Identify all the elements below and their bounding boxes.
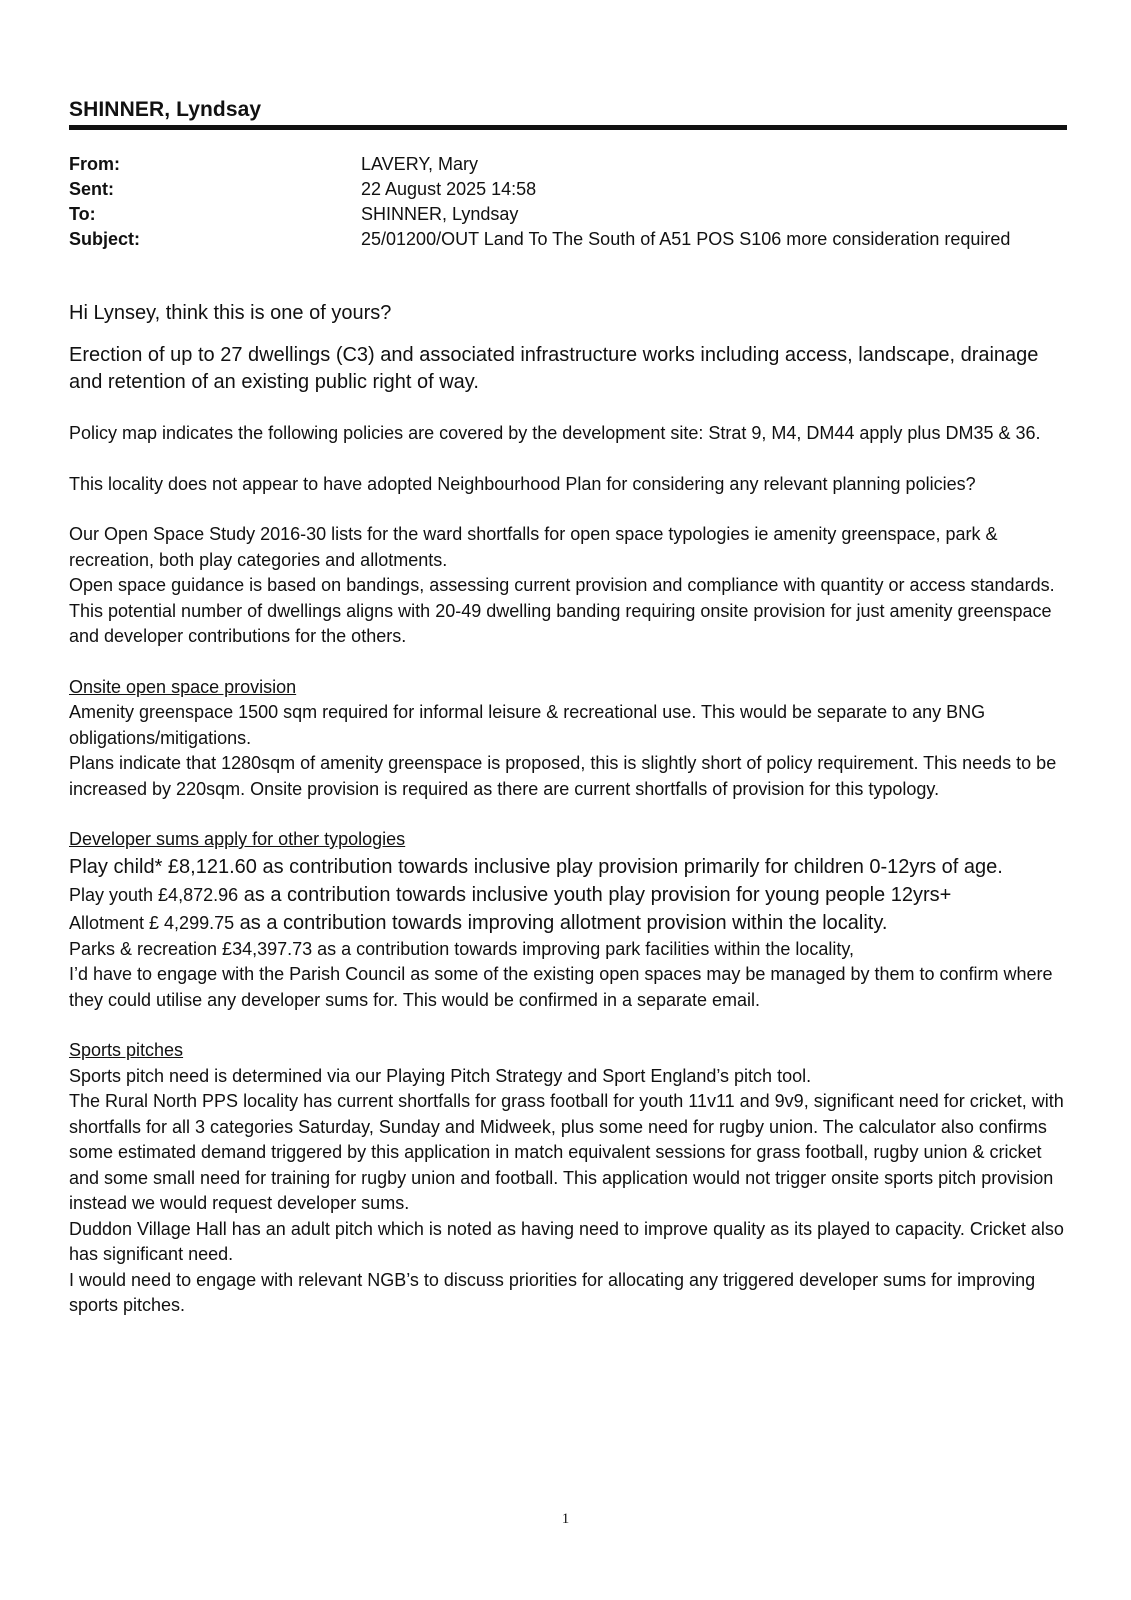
onsite-paragraph-2: Plans indicate that 1280sqm of amenity greenspace is proposed, this is slightly short of policy requirement. This needs to be increased by 220sqm. Onsite provision is required as there are current shortfalls of provision for this typology.: [69, 753, 1057, 799]
onsite-paragraph-1: Amenity greenspace 1500 sqm required for informal leisure & recreational use. This would be separate to any BNG obligations/mitigations.: [69, 702, 986, 748]
to-row: [69, 202, 1069, 227]
to-label: To:: [69, 204, 96, 224]
page-number: 1: [561, 1511, 570, 1527]
from-value: LAVERY, Mary: [361, 154, 479, 174]
open-space-study-paragraph: Our Open Space Study 2016-30 lists for the ward shortfalls for open space typologies ie amenity greenspace, park & recreation, both play categories and allotments.: [69, 524, 998, 570]
from-row: [69, 152, 1069, 177]
subject-row: [69, 227, 1069, 252]
email-body: [69, 300, 1069, 1319]
title-rule: [69, 125, 1067, 130]
document-title: SHINNER, Lyndsay: [69, 98, 262, 121]
sports-paragraph-1: Sports pitch need is determined via our Playing Pitch Strategy and Sport England’s pitch tool.: [69, 1065, 812, 1086]
play-youth-amount: Play youth £4,872.96: [69, 884, 239, 905]
parish-council-paragraph: I’d have to engage with the Parish Council as some of the existing open spaces may be managed by them to confirm where they could utilise any developer sums for. This would be confirmed in a separate email.: [69, 964, 1053, 1010]
subject-value: 25/01200/OUT Land To The South of A51 POS S106 more consideration required: [361, 229, 1011, 249]
allotment-item: [69, 909, 1069, 937]
allotment-amount: Allotment £ 4,299.75: [69, 912, 235, 933]
subject-label: Subject:: [69, 229, 141, 249]
play-youth-text: as a contribution towards inclusive youth play provision for young people 12yrs+: [238, 883, 952, 906]
play-youth-item: [69, 881, 1069, 909]
from-label: From:: [69, 154, 120, 174]
sent-label: Sent:: [69, 179, 114, 199]
neighbourhood-plan-paragraph: This locality does not appear to have adopted Neighbourhood Plan for considering any relevant planning policies?: [69, 473, 976, 494]
sent-value: 22 August 2025 14:58: [361, 179, 537, 199]
developer-sums-heading: Developer sums apply for other typologies: [69, 829, 406, 849]
play-child-item: Play child* £8,121.60 as contribution towards inclusive play provision primarily for children 0-12yrs of age.: [69, 855, 1003, 878]
policy-map-paragraph: Policy map indicates the following policies are covered by the development site: Strat 9, M4, DM44 apply plus DM35 & 36.: [69, 423, 1041, 443]
sports-pitches-heading: Sports pitches: [69, 1040, 184, 1060]
email-header: [69, 152, 1069, 252]
parks-item: Parks & recreation £34,397.73 as a contribution towards improving park facilities within the locality,: [69, 938, 855, 959]
sent-row: [69, 177, 1069, 202]
sports-paragraph-3: Duddon Village Hall has an adult pitch which is noted as having need to improve quality as its played to capacity. Cricket also has significant need.: [69, 1218, 1064, 1264]
proposal-description: Erection of up to 27 dwellings (C3) and associated infrastructure works including access, landscape, drainage and retention of an existing public right of way.: [69, 344, 1039, 393]
allotment-text: as a contribution towards improving allotment provision within the locality.: [234, 911, 888, 934]
guidance-paragraph: Open space guidance is based on bandings, assessing current provision and compliance with quantity or access standards. This potential number of dwellings aligns with 20-49 dwelling banding requiring onsite provision for just amenity greenspace and developer contributions for the others.: [69, 575, 1055, 646]
sports-paragraph-2: The Rural North PPS locality has current shortfalls for grass football for youth 11v11 and 9v9, significant need for cricket, with shortfalls for all 3 categories Saturday, Sunday and Midweek, plus some need for rugby union. The calculator also confirms some estimated demand triggered by this application in match equivalent sessions for grass football, rugby union & cricket and some small need for training for rugby union and football. This application would not trigger onsite sports pitch provision instead we would request developer sums.: [69, 1091, 1064, 1213]
sports-paragraph-4: I would need to engage with relevant NGB’s to discuss priorities for allocating any triggered developer sums for improving sports pitches.: [69, 1269, 1036, 1315]
onsite-heading: Onsite open space provision: [69, 676, 297, 697]
greeting: Hi Lynsey, think this is one of yours?: [69, 302, 392, 324]
to-value: SHINNER, Lyndsay: [361, 204, 519, 224]
